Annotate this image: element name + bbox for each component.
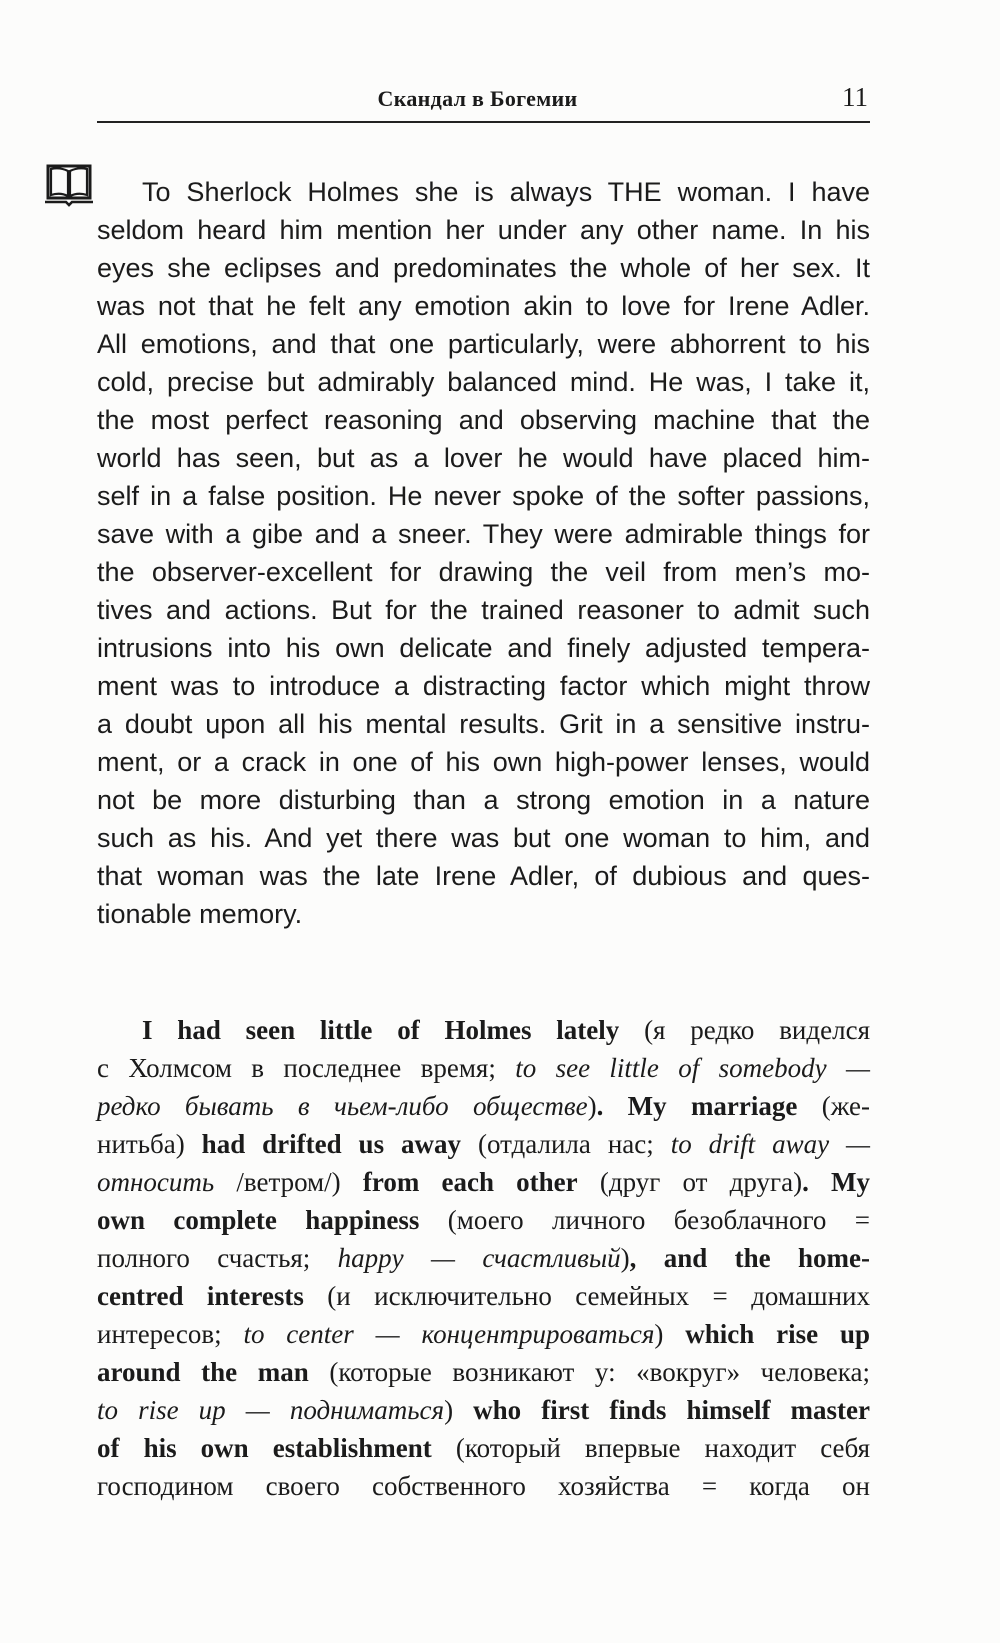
translation-line bbox=[97, 1315, 870, 1353]
russian-translation: (я редко виделся bbox=[619, 1015, 870, 1045]
english-phrase: I had seen little of Holmes lately bbox=[142, 1015, 620, 1045]
original-line: save with a gibe and a sneer. They were admirable things for bbox=[97, 519, 870, 549]
header-rule bbox=[97, 121, 870, 123]
russian-translation: интересов; bbox=[97, 1319, 244, 1349]
english-phrase: . My marriage bbox=[596, 1091, 798, 1121]
english-phrase: . My bbox=[802, 1167, 870, 1197]
original-line: To Sherlock Holmes she is always THE woman. I have bbox=[142, 177, 870, 207]
book-icon bbox=[44, 162, 94, 208]
page-number: 11 bbox=[842, 82, 868, 112]
original-line: All emotions, and that one particularly, were abhorrent to his bbox=[97, 329, 870, 359]
original-line: cold, precise but admirably balanced mind. He was, I take it, bbox=[97, 367, 870, 397]
original-line: such as his. And yet there was but one woman to him, and bbox=[97, 823, 870, 853]
original-line: ment, or a crack in one of his own high-power lenses, would bbox=[97, 747, 870, 777]
vocabulary-note: to rise up — подниматься bbox=[97, 1395, 445, 1425]
original-line: seldom heard him mention her under any other name. In his bbox=[97, 215, 870, 245]
russian-translation: ) bbox=[587, 1091, 597, 1121]
translation-line bbox=[97, 1201, 870, 1239]
russian-translation: (которые возникают у: «вокруг» человека; bbox=[308, 1357, 870, 1387]
english-phrase: of his own establishment bbox=[97, 1433, 432, 1463]
english-phrase: who first finds himself master bbox=[473, 1395, 870, 1425]
vocabulary-note: to see little of somebody — bbox=[515, 1053, 870, 1083]
russian-translation: полного счастья; bbox=[97, 1243, 338, 1273]
original-line: tives and actions. But for the trained reasoner to admit such bbox=[97, 595, 870, 625]
russian-translation: ) bbox=[620, 1243, 630, 1273]
russian-translation: нитьба) bbox=[97, 1129, 202, 1159]
english-phrase: from each other bbox=[362, 1167, 578, 1197]
translation-line bbox=[97, 1087, 870, 1125]
russian-translation: (который впервые находит себя bbox=[431, 1433, 870, 1463]
russian-translation: /ветром/) bbox=[214, 1167, 363, 1197]
russian-translation: (и исключительно семейных = домашних bbox=[303, 1281, 870, 1311]
original-line: eyes she eclipses and predominates the whole of her sex. It bbox=[97, 253, 870, 283]
translation-line bbox=[97, 1011, 870, 1049]
russian-translation: ) bbox=[444, 1395, 474, 1425]
russian-translation: господином своего собственного хозяйства = когда он bbox=[97, 1471, 870, 1501]
russian-translation: (же- bbox=[797, 1091, 870, 1121]
original-line: self in a false position. He never spoke of the softer passions, bbox=[97, 481, 870, 511]
russian-translation: (отдалила нас; bbox=[461, 1129, 671, 1159]
translation-line bbox=[97, 1239, 870, 1277]
english-phrase: around the man bbox=[97, 1357, 309, 1387]
vocabulary-note: редко бывать в чьем-либо обществе bbox=[97, 1091, 588, 1121]
vocabulary-note: to drift away — bbox=[670, 1129, 871, 1159]
annotated-translation bbox=[97, 1011, 870, 1505]
translation-line bbox=[97, 1353, 870, 1391]
english-phrase: , and the home- bbox=[629, 1243, 870, 1273]
russian-translation: ) bbox=[654, 1319, 686, 1349]
original-line: tionable memory. bbox=[97, 899, 303, 929]
original-line: ment was to introduce a distracting factor which might throw bbox=[97, 671, 870, 701]
vocabulary-note: относить bbox=[97, 1167, 215, 1197]
translation-line bbox=[97, 1163, 870, 1201]
translation-line bbox=[97, 1049, 870, 1087]
vocabulary-note: happy — счастливый bbox=[337, 1243, 621, 1273]
vocabulary-note: to center — концентрироваться bbox=[243, 1319, 655, 1349]
english-phrase: centred interests bbox=[97, 1281, 304, 1311]
translation-line bbox=[97, 1391, 870, 1429]
translation-line bbox=[97, 1277, 870, 1315]
original-line: intrusions into his own delicate and finely adjusted tempera- bbox=[97, 633, 870, 663]
original-line: world has seen, but as a lover he would have placed him- bbox=[97, 443, 870, 473]
original-line: that woman was the late Irene Adler, of dubious and ques- bbox=[97, 861, 870, 891]
english-phrase: own complete happiness bbox=[97, 1205, 420, 1235]
russian-translation: с Холмсом в последнее время; bbox=[97, 1053, 516, 1083]
original-line: a doubt upon all his mental results. Grit in a sensitive instru- bbox=[97, 709, 870, 739]
original-line: the most perfect reasoning and observing machine that the bbox=[97, 405, 870, 435]
original-line: the observer-excellent for drawing the veil from men’s mo- bbox=[97, 557, 870, 587]
russian-translation: (моего личного безоблачного = bbox=[419, 1205, 870, 1235]
translation-line bbox=[97, 1429, 870, 1467]
english-phrase: had drifted us away bbox=[201, 1129, 462, 1159]
russian-translation: (друг от друга) bbox=[577, 1167, 803, 1197]
english-phrase: which rise up bbox=[685, 1319, 870, 1349]
original-text bbox=[97, 173, 870, 933]
translation-line bbox=[97, 1467, 870, 1505]
running-title: Скандал в Богемии bbox=[377, 86, 578, 111]
page-header bbox=[97, 84, 870, 118]
translation-line bbox=[97, 1125, 870, 1163]
original-line: not be more disturbing than a strong emotion in a nature bbox=[97, 785, 870, 815]
original-line: was not that he felt any emotion akin to love for Irene Adler. bbox=[97, 291, 870, 321]
